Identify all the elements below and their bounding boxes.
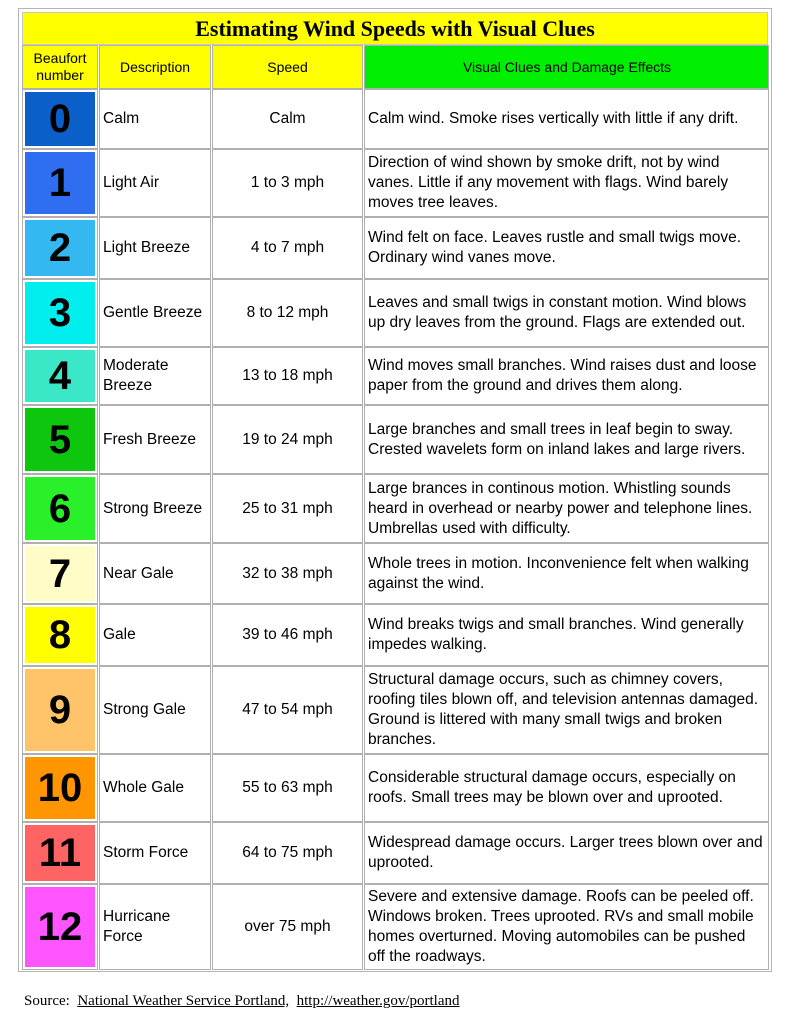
description-cell: Gentle Breeze bbox=[99, 279, 211, 347]
source-label: Source: bbox=[24, 993, 70, 1009]
description-cell: Strong Breeze bbox=[99, 474, 211, 543]
table-row bbox=[19, 666, 773, 754]
source-link[interactable]: http://weather.gov/portland bbox=[296, 993, 460, 1009]
clues-cell: Structural damage occurs, such as chimney covers, roofing tiles blown off, and television antennas damaged. Ground is littered with many small twigs and broken branches. bbox=[364, 666, 769, 754]
speed-cell: 19 to 24 mph bbox=[212, 405, 363, 474]
clues-cell: Whole trees in motion. Inconvenience felt when walking against the wind. bbox=[364, 543, 769, 604]
speed-cell: 32 to 38 mph bbox=[212, 543, 363, 604]
table-row bbox=[19, 543, 773, 604]
beaufort-number-cell bbox=[22, 474, 98, 543]
speed-cell: 64 to 75 mph bbox=[212, 822, 363, 884]
speed-cell: 55 to 63 mph bbox=[212, 754, 363, 822]
speed-cell: 8 to 12 mph bbox=[212, 279, 363, 347]
beaufort-number-cell bbox=[22, 89, 98, 149]
beaufort-number-cell bbox=[22, 604, 98, 666]
clues-cell: Direction of wind shown by smoke drift, not by wind vanes. Little if any movement with flags. Wind barely moves tree leaves. bbox=[364, 149, 769, 217]
description-cell: Gale bbox=[99, 604, 211, 666]
beaufort-number-cell bbox=[22, 279, 98, 347]
clues-cell: Large branches and small trees in leaf begin to sway. Crested wavelets form on inland lakes and large rivers. bbox=[364, 405, 769, 474]
description-cell: Light Air bbox=[99, 149, 211, 217]
header-visual-clues: Visual Clues and Damage Effects bbox=[364, 45, 769, 89]
table-row bbox=[19, 604, 773, 666]
beaufort-number-cell bbox=[22, 884, 98, 970]
beaufort-number: 6 bbox=[25, 477, 95, 540]
speed-cell: Calm bbox=[212, 89, 363, 149]
description-cell: Whole Gale bbox=[99, 754, 211, 822]
clues-cell: Calm wind. Smoke rises vertically with little if any drift. bbox=[364, 89, 769, 149]
description-cell: Fresh Breeze bbox=[99, 405, 211, 474]
source-citation bbox=[24, 993, 460, 1010]
header-row bbox=[19, 45, 773, 89]
table-row bbox=[19, 884, 773, 970]
beaufort-number: 11 bbox=[25, 825, 95, 881]
speed-cell: 47 to 54 mph bbox=[212, 666, 363, 754]
beaufort-number-cell bbox=[22, 347, 98, 405]
beaufort-number: 0 bbox=[25, 92, 95, 146]
beaufort-number: 8 bbox=[25, 607, 95, 663]
table-row bbox=[19, 149, 773, 217]
header-description: Description bbox=[99, 45, 211, 89]
speed-cell: over 75 mph bbox=[212, 884, 363, 970]
clues-cell: Widespread damage occurs. Larger trees blown over and uprooted. bbox=[364, 822, 769, 884]
description-cell: Hurricane Force bbox=[99, 884, 211, 970]
beaufort-number: 4 bbox=[25, 350, 95, 402]
clues-cell: Severe and extensive damage. Roofs can be peeled off. Windows broken. Trees uprooted. RVs and small mobile homes overturned. Moving automobiles can be pushed off the roadways. bbox=[364, 884, 769, 970]
description-cell: Near Gale bbox=[99, 543, 211, 604]
beaufort-number: 2 bbox=[25, 220, 95, 276]
beaufort-number-cell bbox=[22, 543, 98, 604]
beaufort-number-cell bbox=[22, 822, 98, 884]
header-beaufort-number: Beaufort number bbox=[22, 45, 98, 89]
clues-cell: Wind felt on face. Leaves rustle and small twigs move. Ordinary wind vanes move. bbox=[364, 217, 769, 279]
speed-cell: 13 to 18 mph bbox=[212, 347, 363, 405]
description-cell: Calm bbox=[99, 89, 211, 149]
beaufort-number: 1 bbox=[25, 152, 95, 214]
table-row bbox=[19, 347, 773, 405]
table-row bbox=[19, 217, 773, 279]
speed-cell: 1 to 3 mph bbox=[212, 149, 363, 217]
beaufort-number-cell bbox=[22, 666, 98, 754]
source-organization: National Weather Service Portland, bbox=[77, 993, 290, 1009]
table-row bbox=[19, 279, 773, 347]
table-row bbox=[19, 474, 773, 543]
speed-cell: 4 to 7 mph bbox=[212, 217, 363, 279]
clues-cell: Considerable structural damage occurs, especially on roofs. Small trees may be blown over and uprooted. bbox=[364, 754, 769, 822]
description-cell: Strong Gale bbox=[99, 666, 211, 754]
header-speed: Speed bbox=[212, 45, 363, 89]
table-row bbox=[19, 405, 773, 474]
speed-cell: 39 to 46 mph bbox=[212, 604, 363, 666]
description-cell: Light Breeze bbox=[99, 217, 211, 279]
clues-cell: Wind breaks twigs and small branches. Wind generally impedes walking. bbox=[364, 604, 769, 666]
beaufort-number: 7 bbox=[25, 546, 95, 601]
beaufort-number: 12 bbox=[25, 887, 95, 967]
beaufort-number: 5 bbox=[25, 408, 95, 471]
speed-cell: 25 to 31 mph bbox=[212, 474, 363, 543]
beaufort-number: 10 bbox=[25, 757, 95, 819]
clues-cell: Wind moves small branches. Wind raises dust and loose paper from the ground and drives them along. bbox=[364, 347, 769, 405]
table-row bbox=[19, 754, 773, 822]
table-title: Estimating Wind Speeds with Visual Clues bbox=[22, 12, 768, 45]
description-cell: Moderate Breeze bbox=[99, 347, 211, 405]
beaufort-number-cell bbox=[22, 217, 98, 279]
beaufort-number: 3 bbox=[25, 282, 95, 344]
beaufort-number-cell bbox=[22, 754, 98, 822]
table-row bbox=[19, 89, 773, 149]
wind-speed-table bbox=[18, 8, 772, 972]
beaufort-number-cell bbox=[22, 149, 98, 217]
clues-cell: Large brances in continous motion. Whistling sounds heard in overhead or nearby power and telephone lines. Umbrellas used with difficulty. bbox=[364, 474, 769, 543]
clues-cell: Leaves and small twigs in constant motion. Wind blows up dry leaves from the ground. Flags are extended out. bbox=[364, 279, 769, 347]
beaufort-number-cell bbox=[22, 405, 98, 474]
beaufort-number: 9 bbox=[25, 669, 95, 751]
description-cell: Storm Force bbox=[99, 822, 211, 884]
table-row bbox=[19, 822, 773, 884]
